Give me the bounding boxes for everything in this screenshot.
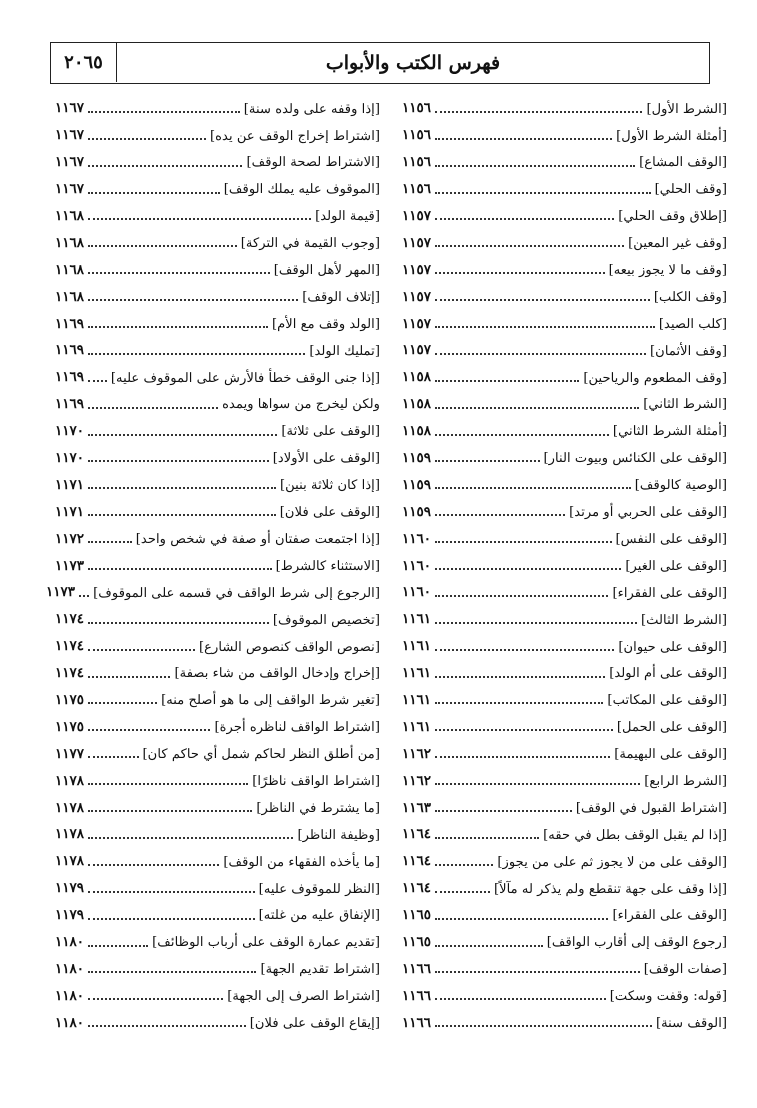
entry-title: [الشرط الثاني] (643, 397, 727, 413)
dot-leader (88, 111, 240, 113)
index-entry (55, 603, 380, 630)
entry-title: [الوقف على الغير] (625, 558, 727, 574)
index-entry (402, 307, 727, 334)
dot-leader (435, 165, 635, 167)
entry-title: [الوقف على الحربي أو مرتد] (569, 505, 727, 521)
dot-leader (435, 918, 608, 920)
index-entry (55, 872, 380, 899)
entry-page-number: ١١٧٠ (55, 423, 85, 440)
dot-leader (435, 487, 631, 489)
entry-page-number: ١١٦٧ (55, 154, 85, 171)
entry-title: [وجوب القيمة في التركة] (240, 236, 380, 252)
index-entry (55, 280, 380, 307)
entry-title: [الوقف على الحمل] (616, 720, 727, 736)
entry-title: [الوقف على فلان] (279, 505, 380, 521)
entry-title: [الإنفاق عليه من غلته] (258, 908, 380, 924)
index-entry (55, 710, 380, 737)
entry-title: [صفات الوقف] (643, 962, 727, 978)
entry-title: [نصوص الواقف كنصوص الشارع] (199, 639, 380, 655)
entry-title: [الشرط الأول] (646, 101, 727, 117)
dot-leader (435, 138, 612, 140)
entry-page-number: ١١٥٩ (402, 449, 432, 466)
entry-page-number: ١١٦٥ (402, 934, 432, 950)
entry-page-number: ١١٦٤ (402, 880, 432, 897)
dot-leader (435, 326, 655, 328)
index-entry (55, 200, 380, 227)
entry-title: [كلب الصيد] (658, 316, 727, 332)
entry-page-number: ١١٥٧ (402, 288, 432, 305)
dot-leader (88, 245, 237, 247)
entry-title: [وظيفة الناظر] (297, 827, 380, 843)
index-entry (55, 818, 380, 845)
dot-leader (88, 729, 210, 731)
index-column-left (46, 92, 380, 1033)
entry-page-number: ١١٧٣ (55, 557, 85, 574)
entry-title: [إخراج وإدخال الواقف من شاء بصفة] (174, 666, 380, 682)
entry-title: [الاشتراط لصحة الوقف] (246, 155, 380, 171)
page-header (50, 42, 710, 84)
index-entry (55, 549, 380, 576)
entry-title: [تخصيص الموقوف] (272, 612, 380, 628)
dot-leader (435, 864, 493, 866)
entry-page-number: ١١٨٠ (55, 960, 85, 977)
index-entry (46, 576, 380, 603)
entry-title: [اشتراط إخراج الوقف عن يده] (209, 128, 380, 144)
entry-title: [أمثلة الشرط الثاني] (612, 424, 727, 440)
dot-leader (88, 380, 107, 382)
entry-title: [وقف غير المعين] (628, 236, 727, 252)
index-entry (402, 630, 727, 657)
entry-page-number: ١١٦٧ (55, 181, 85, 198)
dot-leader (88, 218, 311, 220)
entry-title: [وقف الأثمان] (650, 343, 727, 359)
index-entry (402, 334, 727, 361)
dot-leader (88, 783, 248, 785)
entry-title: [الوقف على أم الولد] (609, 666, 727, 682)
index-entry (402, 791, 727, 818)
entry-title: [إذا اجتمعت صفتان أو صفة في شخص واحد] (135, 531, 380, 547)
index-entry (55, 119, 380, 146)
entry-title: [أمثلة الشرط الأول] (616, 128, 727, 144)
index-entry (55, 307, 380, 334)
dot-leader (435, 676, 605, 678)
dot-leader (88, 487, 276, 489)
dot-leader (88, 568, 272, 570)
index-entry (55, 92, 380, 119)
index-entry (55, 468, 380, 495)
entry-title: [الوقف على النفس] (615, 531, 727, 547)
dot-leader (435, 649, 614, 651)
dot-leader (435, 111, 642, 113)
entry-page-number: ١١٦٢ (402, 772, 432, 789)
dot-leader (435, 622, 637, 624)
index-entry (402, 468, 727, 495)
dot-leader (88, 676, 170, 678)
dot-leader (435, 299, 650, 301)
entry-title: [الولد وقف مع الأم] (271, 316, 380, 332)
index-entry (55, 630, 380, 657)
entry-page-number: ١١٧٥ (55, 718, 85, 735)
entry-page-number: ١١٥٨ (402, 396, 432, 413)
entry-title: [الوقف على الكنائس وبيوت النار] (543, 451, 727, 467)
entry-page-number: ١١٦٩ (55, 369, 85, 386)
index-entry (402, 926, 727, 953)
entry-page-number: ١١٧٧ (55, 745, 85, 762)
entry-page-number: ١١٦١ (402, 638, 432, 655)
index-entry (402, 899, 727, 926)
entry-title: [الشرط الرابع] (644, 773, 727, 789)
entry-page-number: ١١٥٧ (402, 234, 432, 251)
dot-leader (88, 138, 206, 140)
dot-leader (435, 407, 639, 409)
dot-leader (435, 756, 610, 758)
index-entry (402, 684, 727, 711)
entry-title: [الوقف المشاع] (639, 155, 727, 171)
index-entry (402, 200, 727, 227)
dot-leader (435, 810, 572, 812)
page-title: فهرس الكتب والأبواب (325, 51, 501, 74)
entry-page-number: ١١٥٦ (402, 127, 432, 144)
entry-page-number: ١١٦٠ (402, 530, 432, 547)
index-entry (402, 280, 727, 307)
entry-page-number: ١١٥٧ (402, 342, 432, 359)
index-entry (55, 1006, 380, 1033)
entry-page-number: ١١٦١ (402, 718, 432, 735)
index-entry (55, 415, 380, 442)
dot-leader (88, 918, 255, 920)
dot-leader (88, 299, 298, 301)
entry-page-number: ١١٧٨ (55, 853, 85, 870)
entry-title: [قوله: وقفت وسكت] (609, 989, 727, 1005)
index-entry (55, 737, 380, 764)
index-entry (402, 603, 727, 630)
index-entry (55, 953, 380, 980)
dot-leader (435, 541, 611, 543)
dot-leader (435, 945, 543, 947)
entry-page-number: ١١٦٤ (402, 826, 432, 843)
dot-leader (435, 891, 490, 893)
dot-leader (88, 971, 256, 973)
entry-title: [النظر للموقوف عليه] (258, 881, 380, 897)
index-entry (402, 1006, 727, 1033)
dot-leader (88, 541, 132, 543)
index-entry (402, 388, 727, 415)
entry-title: [إذا وقف على جهة تنقطع ولم يذكر له مآلاً] (493, 881, 727, 897)
entry-page-number: ١١٧٤ (55, 665, 85, 682)
entry-title: [الوقف على حيوان] (618, 639, 727, 655)
entry-page-number: ١١٧٥ (55, 691, 85, 708)
index-column-right (402, 92, 727, 1033)
entry-title: [وقف الكلب] (653, 289, 727, 305)
entry-page-number: ١١٦٣ (402, 799, 432, 816)
dot-leader (435, 595, 608, 597)
index-entry (402, 495, 727, 522)
entry-page-number: ١١٦٩ (55, 342, 85, 359)
entry-page-number: ١١٥٦ (402, 181, 432, 198)
dot-leader (435, 568, 621, 570)
entry-page-number: ١١٦٦ (402, 987, 432, 1004)
index-entry (55, 442, 380, 469)
page-number: ٢٠٦٥ (51, 43, 117, 82)
entry-page-number: ١١٦٩ (55, 315, 85, 332)
index-entry (402, 979, 727, 1006)
dot-leader (435, 434, 609, 436)
dot-leader (88, 272, 270, 274)
entry-page-number: ١١٦٧ (55, 127, 85, 144)
entry-page-number: ١١٥٦ (402, 154, 432, 171)
dot-leader (88, 622, 269, 624)
entry-page-number: ١١٧٢ (55, 530, 85, 547)
entry-page-number: ١١٧١ (55, 503, 85, 520)
index-entry (55, 657, 380, 684)
entry-page-number: ١١٥٧ (402, 207, 432, 224)
entry-page-number: ١١٦١ (402, 611, 432, 628)
entry-page-number: ١١٦٦ (402, 960, 432, 977)
entry-title: [اشتراط الصرف إلى الجهة] (227, 989, 380, 1005)
index-entry (402, 737, 727, 764)
entry-page-number: ١١٨٠ (55, 1014, 85, 1031)
entry-title: [وقف الحلي] (654, 182, 727, 198)
entry-title: [قيمة الولد] (315, 209, 380, 225)
entry-page-number: ١١٧١ (55, 476, 85, 493)
entry-title: [تقديم عمارة الوقف على أرباب الوظائف] (152, 935, 380, 951)
index-entry (55, 495, 380, 522)
entry-title: [إذا وقفه على ولده سنة] (243, 101, 380, 117)
dot-leader (435, 783, 640, 785)
dot-leader (88, 460, 269, 462)
entry-title: [الوقف على البهيمة] (614, 747, 727, 763)
entry-page-number: ١١٦٨ (55, 288, 85, 305)
entry-title: [رجوع الوقف إلى أقارب الواقف] (546, 935, 727, 951)
index-entry (55, 899, 380, 926)
dot-leader (88, 353, 305, 355)
entry-title: [اشتراط الواقف ناظرًا] (252, 773, 380, 789)
entry-page-number: ١١٥٦ (402, 100, 432, 117)
index-entry (402, 549, 727, 576)
index-entry (402, 253, 727, 280)
dot-leader (88, 702, 157, 704)
entry-page-number: ١١٦١ (402, 665, 432, 682)
entry-page-number: ١١٦٨ (55, 234, 85, 251)
entry-page-number: ١١٦٤ (402, 853, 432, 870)
entry-title: [الاستثناء كالشرط] (275, 558, 380, 574)
entry-title: [الموقوف عليه يملك الوقف] (223, 182, 380, 198)
dot-leader (435, 245, 624, 247)
dot-leader (435, 192, 651, 194)
entry-page-number: ١١٧٨ (55, 772, 85, 789)
entry-title: [الوقف سنة] (655, 1015, 727, 1031)
entry-page-number: ١١٦٥ (402, 907, 432, 924)
index-entry (55, 791, 380, 818)
dot-leader (88, 192, 220, 194)
entry-page-number: ١١٦٦ (402, 1014, 432, 1031)
entry-title: [إذا جنى الوقف خطأ فالأرش على الموقوف عليه] (110, 370, 380, 386)
dot-leader (88, 891, 255, 893)
index-entry (402, 657, 727, 684)
entry-page-number: ١١٧٨ (55, 799, 85, 816)
dot-leader (435, 729, 613, 731)
index-entry (402, 226, 727, 253)
entry-title: [الوقف على الفقراء] (612, 908, 727, 924)
dot-leader (88, 945, 148, 947)
entry-title: [إتلاف الوقف] (302, 289, 380, 305)
entry-page-number: ١١٥٨ (402, 369, 432, 386)
index-entry (55, 334, 380, 361)
index-entry (55, 361, 380, 388)
dot-leader (88, 864, 219, 866)
index-entry (402, 845, 727, 872)
entry-page-number: ١١٧٣ (46, 584, 76, 601)
index-entry (55, 253, 380, 280)
index-entry (55, 684, 380, 711)
index-entry (402, 872, 727, 899)
dot-leader (88, 165, 242, 167)
index-entry (55, 979, 380, 1006)
entry-title: [الشرط الثالث] (640, 612, 727, 628)
entry-title: [وقف ما لا يجوز بيعه] (608, 263, 727, 279)
dot-leader (435, 702, 603, 704)
entry-title: ولكن ليخرج من سواها ويمده (222, 397, 380, 413)
dot-leader (435, 218, 614, 220)
entry-page-number: ١١٦٨ (55, 261, 85, 278)
entry-title: [الوقف على ثلاثة] (281, 424, 380, 440)
index-entry (402, 119, 727, 146)
index-entry (402, 953, 727, 980)
entry-page-number: ١١٦٧ (55, 100, 85, 117)
entry-title: [إيقاع الوقف على فلان] (249, 1015, 380, 1031)
entry-title: [الوصية كالوقف] (634, 478, 727, 494)
dot-leader (88, 837, 293, 839)
entry-title: [ما يأخذه الفقهاء من الوقف] (223, 854, 380, 870)
index-entry (402, 764, 727, 791)
dot-leader (435, 460, 540, 462)
dot-leader (435, 514, 565, 516)
entry-page-number: ١١٥٩ (402, 503, 432, 520)
index-entry (402, 146, 727, 173)
entry-page-number: ١١٦٢ (402, 745, 432, 762)
dot-leader (435, 272, 605, 274)
dot-leader (88, 1025, 246, 1027)
entry-title: [الوقف على الأولاد] (272, 451, 380, 467)
entry-title: [تغير شرط الواقف إلى ما هو أصلح منه] (161, 693, 380, 709)
entry-page-number: ١١٥٧ (402, 315, 432, 332)
entry-title: [ما يشترط في الناظر] (256, 800, 380, 816)
index-entry (402, 415, 727, 442)
entry-title: [إطلاق وقف الحلي] (618, 209, 727, 225)
dot-leader (88, 756, 139, 758)
entry-page-number: ١١٧٩ (55, 880, 85, 897)
entry-title: [اشتراط الواقف لناظره أجرة] (214, 720, 380, 736)
entry-page-number: ١١٦٩ (55, 396, 85, 413)
dot-leader (88, 326, 268, 328)
entry-title: [إذا لم يقبل الوقف بطل في حقه] (543, 827, 727, 843)
index-entry (55, 764, 380, 791)
dot-leader (435, 1025, 652, 1027)
index-entry (402, 92, 727, 119)
dot-leader (435, 971, 640, 973)
entry-title: [اشتراط تقديم الجهة] (260, 962, 380, 978)
entry-page-number: ١١٧٨ (55, 826, 85, 843)
index-entry (55, 926, 380, 953)
index-entry (402, 361, 727, 388)
index-entry (55, 226, 380, 253)
entry-title: [إذا كان ثلاثة بنين] (280, 478, 380, 494)
entry-page-number: ١١٨٠ (55, 987, 85, 1004)
entry-page-number: ١١٦٠ (402, 584, 432, 601)
index-entry (402, 173, 727, 200)
entry-page-number: ١١٧٤ (55, 611, 85, 628)
dot-leader (435, 353, 646, 355)
dot-leader (435, 837, 539, 839)
entry-page-number: ١١٥٧ (402, 261, 432, 278)
entry-title: [الوقف على الفقراء] (612, 585, 727, 601)
entry-title: [الوقف على المكاتب] (607, 693, 727, 709)
index-entry (402, 818, 727, 845)
dot-leader (88, 998, 223, 1000)
dot-leader (88, 407, 218, 409)
entry-title: [الوقف على من لا يجوز ثم على من يجوز] (497, 854, 727, 870)
index-entry (402, 710, 727, 737)
entry-page-number: ١١٨٠ (55, 934, 85, 950)
dot-leader (435, 380, 579, 382)
index-entry (55, 146, 380, 173)
index-entry (402, 522, 727, 549)
entry-page-number: ١١٧٠ (55, 449, 85, 466)
index-entry (402, 576, 727, 603)
index-entry (55, 522, 380, 549)
entry-title: [تمليك الولد] (309, 343, 380, 359)
dot-leader (88, 514, 276, 516)
entry-title: [وقف المطعوم والرياحين] (583, 370, 727, 386)
entry-page-number: ١١٧٤ (55, 638, 85, 655)
entry-title: [من أطلق النظر لحاكم شمل أي حاكم كان] (142, 747, 380, 763)
entry-page-number: ١١٥٨ (402, 423, 432, 440)
dot-leader (88, 434, 277, 436)
dot-leader (88, 649, 195, 651)
index-entry (402, 442, 727, 469)
dot-leader (79, 595, 89, 597)
dot-leader (88, 810, 252, 812)
entry-page-number: ١١٧٩ (55, 907, 85, 924)
index-entry (55, 388, 380, 415)
index-entry (55, 173, 380, 200)
entry-page-number: ١١٦١ (402, 691, 432, 708)
entry-title: [اشتراط القبول في الوقف] (575, 800, 727, 816)
entry-title: [المهر لأهل الوقف] (273, 263, 380, 279)
entry-title: [الرجوع إلى شرط الواقف في قسمه على الموقوف] (93, 585, 380, 601)
entry-page-number: ١١٦٨ (55, 207, 85, 224)
entry-page-number: ١١٦٠ (402, 557, 432, 574)
entry-page-number: ١١٥٩ (402, 476, 432, 493)
index-entry (55, 845, 380, 872)
dot-leader (435, 998, 606, 1000)
